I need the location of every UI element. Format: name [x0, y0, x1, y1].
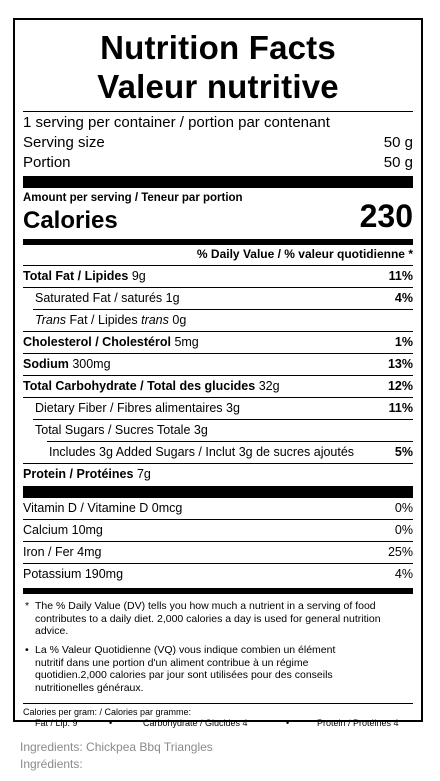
- amount-per-serving: Amount per serving / Teneur par portion: [23, 192, 243, 204]
- total-fat-dv: 11%: [388, 269, 413, 283]
- daily-value-note-fr: • La % Valeur Quotidienne (VQ) vous indique combien un élément nutritif dans une portion d'un aliment contribue à un régime quotidien.2,000 calories par jour sont utilisées pour des conseils nutritionelles généraux.: [25, 644, 336, 694]
- total-sugars-label: Total Sugars / Sucres Totale: [35, 423, 191, 437]
- row-protein: [23, 464, 413, 486]
- title-french: Valeur nutritive: [97, 68, 339, 105]
- total-carb-dv: 12%: [387, 379, 413, 393]
- fiber-dv: 11%: [388, 401, 413, 415]
- saturated-fat-label: Saturated Fat / saturés: [35, 291, 163, 305]
- title-english: Nutrition Facts: [100, 29, 336, 66]
- total-sugars-amount: 3g: [193, 423, 208, 437]
- title-divider: [23, 111, 413, 112]
- ingredients-fr: Ingrédients:: [20, 757, 83, 771]
- row-potassium: Potassium 190mg 4%: [23, 567, 413, 581]
- saturated-fat-dv: 4%: [394, 291, 413, 305]
- cholesterol-dv: 1%: [394, 335, 413, 349]
- total-carb-label: Total Carbohydrate / Total des glucides: [23, 379, 256, 393]
- row-sodium: [23, 354, 413, 376]
- calories-per-gram-heading: Calories per gram: / Calories par gramme:: [23, 707, 192, 717]
- calories-value: 230: [359, 198, 413, 234]
- row-cholesterol: [23, 332, 413, 354]
- fiber-amount: 3g: [226, 401, 240, 415]
- row-dietary-fiber: [23, 398, 413, 420]
- calories-per-gram-divider: [23, 703, 413, 704]
- added-sugars-text: Includes 3g Added Sugars / Inclut 3g de sucres ajoutés: [49, 445, 355, 459]
- sodium-label: Sodium: [23, 357, 69, 371]
- total-fat-amount: 9g: [131, 269, 146, 283]
- row-total-carbohydrate: [23, 376, 413, 398]
- saturated-fat-amount: 1g: [165, 291, 180, 305]
- portion-label: Portion: [23, 154, 71, 171]
- row-saturated-fat: [23, 288, 413, 310]
- trans-fat-amount: 0g: [172, 313, 187, 327]
- protein-label: Protein / Protéines: [23, 467, 134, 481]
- row-vitamin-d: Vitamin D / Vitamine D 0mcg 0%: [23, 498, 413, 520]
- calories-label: Calories: [23, 207, 118, 234]
- sodium-dv: 13%: [387, 357, 413, 371]
- row-iron: Iron / Fer 4mg 25%: [23, 542, 413, 564]
- thick-divider: [23, 176, 413, 188]
- cholesterol-amount: 5mg: [174, 335, 199, 349]
- serving-size-value: 50 g: [383, 134, 413, 151]
- total-fat-label: Total Fat / Lipides: [23, 269, 129, 283]
- protein-amount: 7g: [136, 467, 151, 481]
- calories-per-gram-protein: Protein / Protéines 4: [317, 718, 399, 728]
- row-calcium: Calcium 10mg 0%: [23, 520, 413, 542]
- notes-divider: [23, 588, 413, 594]
- row-trans-fat: Trans Fat / Lipides trans 0g: [23, 310, 413, 332]
- row-total-sugars: [23, 420, 413, 442]
- vitamins-thick-divider: [23, 486, 413, 498]
- calories-per-gram-carb: Carbohydrate / Glucides 4: [143, 718, 248, 728]
- row-added-sugars: [23, 442, 413, 464]
- portion-value: 50 g: [383, 154, 413, 171]
- serving-size-label: Serving size: [23, 134, 105, 151]
- fiber-label: Dietary Fiber / Fibres alimentaires: [35, 401, 223, 415]
- servings-per-container: 1 serving per container / portion par contenant: [23, 114, 330, 131]
- row-total-fat: [23, 266, 413, 288]
- added-sugars-dv: 5%: [394, 445, 413, 459]
- ingredients-en: Ingredients: Chickpea Bbq Triangles: [20, 740, 213, 754]
- daily-value-note-en: * The % Daily Value (DV) tells you how much a nutrient in a serving of food contributes to a daily diet. 2,000 calories a day is used for general nutrition advice.: [25, 600, 381, 637]
- daily-value-header: % Daily Value / % valeur quotidienne *: [196, 247, 413, 261]
- nutrition-label: Nutrition Facts Valeur nutritive 1 serving per container / portion par contenant Serving size 50 g Portion 50 g Amount per serving / Teneur par portion Calories 230 % Daily Value / % valeur quotidienne * Total Fat / Lipides 9g 11% Saturated Fat / saturés 1g 4% Trans Fat / Lipides trans 0g Cholesterol / Cholestérol 5mg 1% Sodium 300mg 13% Total Carbohydrate / Total des glucides 32g 12% Dietary Fiber / Fibres alimentaires 3g 11% Total Sugars / Sucres Totale 3g Includes 3g Added Sugars / Inclut 3g de sucres ajoutés 5% Protein / Protéines 7g Vitamin D / Vitamine D 0mcg 0% Calcium 10mg 0% Iron / Fer 4mg 25% Potassium 190mg 4% * The % Daily Value (DV) tells you how much a nutrient in a serving of food contributes to a daily diet. 2,000 calories a day is used for general nutrition advice. • La % Valeur Quotidienne (VQ) vous indique combien un élément nutritif dans une portion d'un aliment contribue à un régime quotidien.2,000 calories par jour sont utilisées pour des conseils nutritionelles généraux. Calories per gram: / Calories par gramme: Fat / Lip. 9 • Carbohydrate / Glucides 4 • Protein / Protéines 4: [13, 18, 423, 722]
- sodium-amount: 300mg: [72, 357, 111, 371]
- medium-divider: [23, 239, 413, 245]
- total-carb-amount: 32g: [258, 379, 280, 393]
- calories-per-gram-fat: Fat / Lip. 9: [35, 718, 78, 728]
- cholesterol-label: Cholesterol / Cholestérol: [23, 335, 171, 349]
